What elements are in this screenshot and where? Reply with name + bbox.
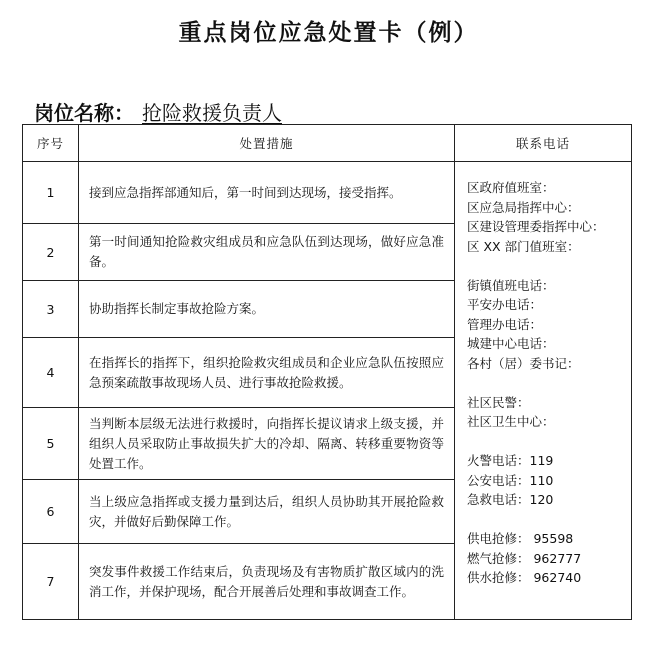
position-label: 岗位名称： — [34, 101, 134, 125]
table-header-row — [23, 125, 632, 162]
header-contacts: 联系电话 — [455, 125, 632, 162]
contact-line: 供水抢修： 962740 — [467, 570, 582, 585]
row-number: 6 — [23, 480, 79, 544]
contact-line: 区 XX 部门值班室： — [467, 238, 580, 254]
contact-line: 管理办电话： — [467, 316, 543, 332]
contact-line: 急救电话：120 — [467, 492, 554, 507]
row-number: 3 — [23, 281, 79, 338]
contact-spacer — [467, 373, 621, 393]
row-measure: 当判断本层级无法进行救援时，向指挥长提议请求上级支援，并组织人员采取防止事故损失扩大的冷却、隔离、转移重要物资等处置工作。 — [79, 408, 455, 480]
contact-line: 公安电话：110 — [467, 472, 554, 488]
contact-line: 社区卫生中心： — [467, 414, 555, 429]
header-no: 序号 — [23, 125, 79, 162]
row-number: 5 — [23, 408, 79, 480]
contact-line: 社区民警： — [467, 394, 530, 410]
row-number: 7 — [23, 544, 79, 620]
contact-spacer — [467, 510, 621, 530]
contact-line: 区政府值班室： — [467, 180, 555, 195]
row-number: 4 — [23, 338, 79, 408]
contact-line: 区建设管理委指挥中心： — [467, 219, 605, 234]
contacts-cell — [455, 162, 632, 620]
position-value: 抢险救援负责人 — [142, 101, 282, 125]
contact-line: 供电抢修： 95598 — [467, 531, 574, 546]
contact-line: 各村（居）委书记： — [467, 355, 580, 371]
header-measures: 处置措施 — [79, 125, 455, 162]
row-measure: 突发事件救援工作结束后，负责现场及有害物质扩散区域内的洗消工作，并保护现场，配合开展善后处理和事故调查工作。 — [79, 544, 455, 620]
row-measure: 当上级应急指挥或支援力量到达后，组织人员协助其开展抢险救灾，并做好后勤保障工作。 — [79, 480, 455, 544]
contact-line: 街镇值班电话： — [467, 277, 555, 293]
contact-line: 平安办电话： — [467, 297, 543, 312]
contact-spacer — [467, 256, 621, 276]
row-number: 1 — [23, 162, 79, 224]
row-measure: 接到应急指挥部通知后，第一时间到达现场，接受指挥。 — [79, 162, 455, 224]
table-row — [23, 162, 632, 224]
contact-line: 区应急局指挥中心： — [467, 199, 580, 215]
contact-line: 燃气抢修： 962777 — [467, 550, 582, 566]
row-measure: 在指挥长的指挥下，组织抢险救灾组成员和企业应急队伍按照应急预案疏散事故现场人员、进行事故抢险救援。 — [79, 338, 455, 408]
row-number: 2 — [23, 224, 79, 281]
emergency-card-table — [22, 124, 632, 620]
contact-line: 城建中心电话： — [467, 336, 555, 351]
position-name — [34, 97, 282, 126]
row-measure: 协助指挥长制定事故抢险方案。 — [79, 281, 455, 338]
page-title: 重点岗位应急处置卡（例） — [178, 20, 479, 46]
contact-spacer — [467, 432, 621, 452]
row-measure: 第一时间通知抢险救灾组成员和应急队伍到达现场，做好应急准备。 — [79, 224, 455, 281]
contact-line: 火警电话：119 — [467, 453, 554, 468]
